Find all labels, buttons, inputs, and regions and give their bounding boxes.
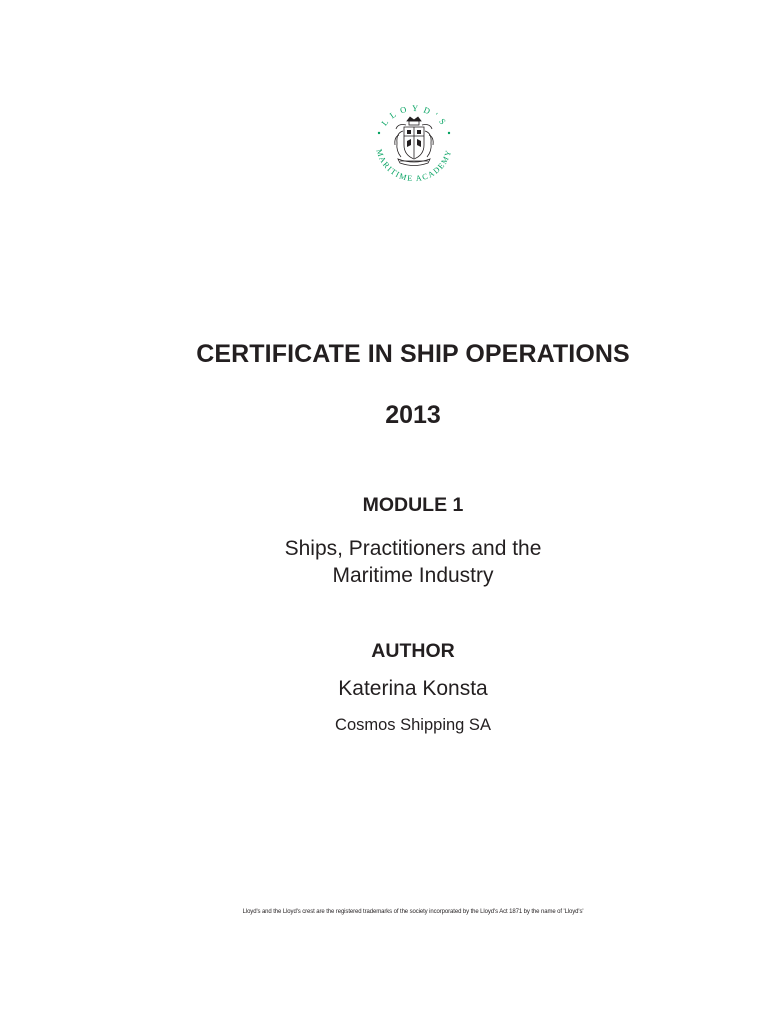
trademark-footnote: Lloyd's and the Lloyd's crest are the registered trademarks of the society incorporated by the Lloyd's Act 1871 by the name of 'Lloyd's': [242, 909, 584, 915]
document-title: CERTIFICATE IN SHIP OPERATIONS: [196, 340, 630, 368]
author-label: AUTHOR: [371, 640, 455, 662]
module-title-line-1: Ships, Practitioners and the: [284, 537, 542, 560]
module-title-line-2: Maritime Industry: [332, 564, 494, 587]
author-name: Katerina Konsta: [338, 677, 488, 700]
module-title: [0, 535, 768, 589]
lloyds-maritime-academy-logo: [366, 101, 462, 191]
svg-text:L L O Y D ' S: L L O Y D ' S: [379, 102, 449, 128]
module-label: MODULE 1: [362, 494, 464, 516]
crest-icon: [366, 101, 462, 191]
author-organization: Cosmos Shipping SA: [335, 716, 491, 734]
svg-text:MARITIME ACADEMY: MARITIME ACADEMY: [374, 148, 454, 184]
document-year: 2013: [385, 401, 441, 429]
